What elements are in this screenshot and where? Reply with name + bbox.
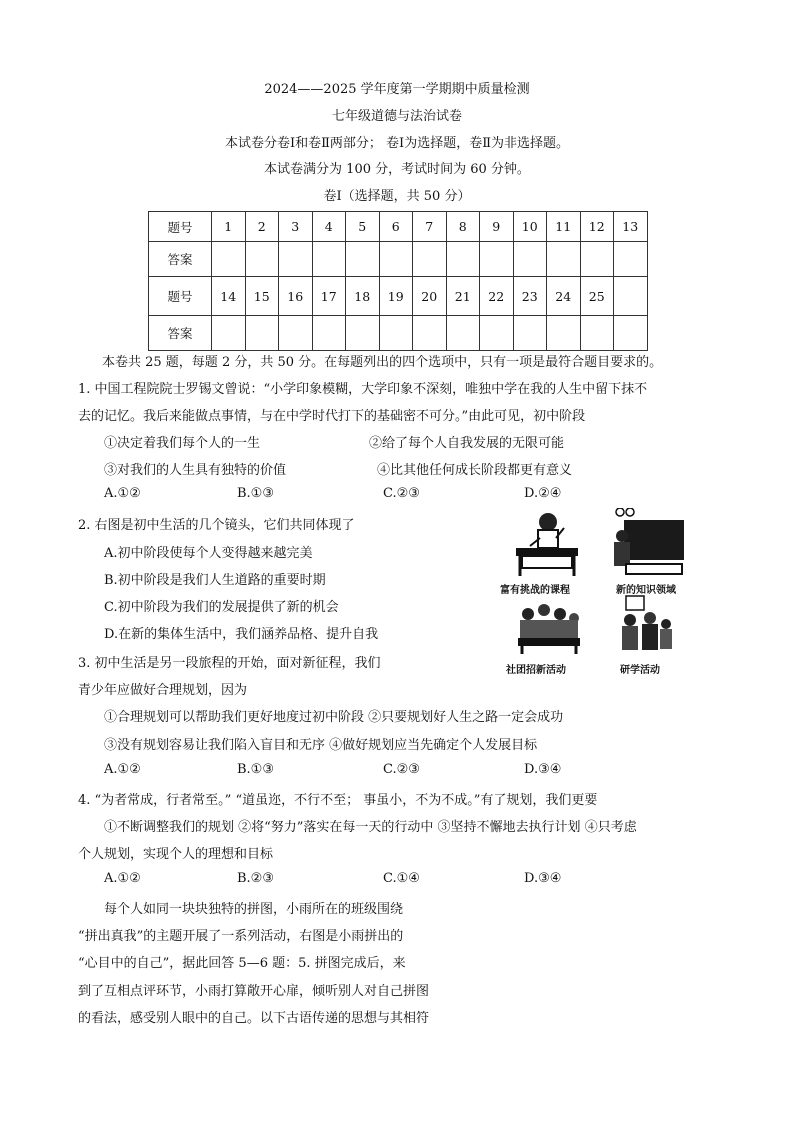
- caption-study-trip: 研学活动: [620, 665, 660, 676]
- question-number: 4: [312, 212, 346, 242]
- answer-table: [148, 211, 648, 351]
- q1-option-a[interactable]: A.①②: [104, 486, 141, 501]
- answer-cell[interactable]: [312, 316, 346, 351]
- table-row: [149, 316, 648, 351]
- q3-option-d[interactable]: D.③④: [524, 762, 562, 777]
- question-number: 15: [245, 277, 279, 316]
- question-number: 6: [379, 212, 413, 242]
- question-number: 14: [212, 277, 246, 316]
- row-label: 答案: [149, 242, 212, 277]
- question-number: 18: [346, 277, 380, 316]
- q1-stem-line2: 去的记忆。我后来能做点事情，与在中学时代打下的基础密不可分。”由此可见，初中阶段: [78, 409, 586, 424]
- question-number: [614, 277, 648, 316]
- table-row: [149, 242, 648, 277]
- q4-option-a[interactable]: A.①②: [104, 871, 141, 886]
- q3-option-b[interactable]: B.①③: [237, 762, 274, 777]
- answer-cell[interactable]: [614, 242, 648, 277]
- question-number: 19: [379, 277, 413, 316]
- q4-statements-cont: 个人规划，实现个人的理想和目标: [78, 847, 274, 862]
- q1-statement-4: ④比其他任何成长阶段都更有意义: [377, 463, 573, 478]
- exam-info-parts: 本试卷分卷Ⅰ和卷Ⅱ两部分； 卷Ⅰ为选择题，卷Ⅱ为非选择题。: [224, 136, 570, 151]
- exam-info-score: 本试卷满分为 100 分，考试时间为 60 分钟。: [264, 162, 530, 177]
- row-label: 题号: [149, 212, 212, 242]
- answer-cell[interactable]: [614, 316, 648, 351]
- q3-option-c[interactable]: C.②③: [383, 762, 420, 777]
- answer-cell[interactable]: [480, 316, 514, 351]
- caption-club-recruitment: 社团招新活动: [506, 665, 566, 676]
- student-at-desk-illustration: [508, 508, 586, 578]
- answer-cell[interactable]: [279, 316, 313, 351]
- q2-option-d[interactable]: D.在新的集体生活中，我们涵养品格、提升自我: [104, 627, 379, 642]
- question-number: 1: [212, 212, 246, 242]
- q2-option-c[interactable]: C.初中阶段为我们的发展提供了新的机会: [104, 600, 339, 615]
- caption-challenging-course: 富有挑战的课程: [500, 585, 570, 596]
- q3-statements-1-2: ①合理规划可以帮助我们更好地度过初中阶段 ②只要规划好人生之路一定会成功: [104, 710, 564, 725]
- q1-stem-line1: 1. 中国工程院院士罗锡文曾说：“小学印象模糊，大学印象不深刻，唯独中学在我的人生中留下抹不: [78, 382, 648, 397]
- row-label: 答案: [149, 316, 212, 351]
- q3-stem-line2: 青少年应做好合理规划，因为: [78, 683, 248, 698]
- question-number: 22: [480, 277, 514, 316]
- answer-cell[interactable]: [379, 316, 413, 351]
- answer-cell[interactable]: [245, 316, 279, 351]
- answer-cell[interactable]: [346, 242, 380, 277]
- answer-cell[interactable]: [312, 242, 346, 277]
- q4-statements: ①不断调整我们的规划 ②将“努力”落实在每一天的行动中 ③坚持不懈地去执行计划 ④只考虑: [104, 820, 637, 835]
- answer-cell[interactable]: [413, 242, 447, 277]
- answer-cell[interactable]: [480, 242, 514, 277]
- q3-stem-line1: 3. 初中生活是另一段旅程的开始，面对新征程，我们: [78, 656, 381, 671]
- passage-line2: “拼出真我”的主题开展了一系列活动，右图是小雨拼出的: [78, 929, 404, 944]
- question-number: 21: [446, 277, 480, 316]
- question-number: 16: [279, 277, 313, 316]
- q4-stem: 4. “为者常成，行者常至。” “道虽迩，不行不至； 事虽小，不为不成。”有了规划，我们更要: [78, 793, 598, 808]
- exam-title: 2024——2025 学年度第一学期期中质量检测: [264, 82, 530, 97]
- row-label: 题号: [149, 277, 212, 316]
- question-number: 10: [513, 212, 547, 242]
- exam-subtitle: 七年级道德与法治试卷: [331, 109, 462, 124]
- answer-cell[interactable]: [580, 242, 614, 277]
- q4-option-b[interactable]: B.②③: [237, 871, 274, 886]
- question-number: 23: [513, 277, 547, 316]
- club-recruitment-illustration: [514, 600, 584, 656]
- question-number: 12: [580, 212, 614, 242]
- q1-statement-3: ③对我们的人生具有独特的价值: [104, 463, 287, 478]
- q3-option-a[interactable]: A.①②: [104, 762, 141, 777]
- answer-cell[interactable]: [212, 316, 246, 351]
- answer-cell[interactable]: [513, 242, 547, 277]
- q3-statements-3-4: ③没有规划容易让我们陷入盲目和无序 ④做好规划应当先确定个人发展目标: [104, 738, 538, 753]
- question-number: 2: [245, 212, 279, 242]
- question-number: 5: [346, 212, 380, 242]
- q2-stem: 2. 右图是初中生活的几个镜头，它们共同体现了: [78, 518, 355, 533]
- q2-figure: [500, 508, 690, 678]
- q1-statement-2: ②给了每个人自我发展的无限可能: [369, 436, 565, 451]
- q1-option-c[interactable]: C.②③: [383, 486, 420, 501]
- table-row: [149, 212, 648, 242]
- answer-cell[interactable]: [379, 242, 413, 277]
- question-number: 17: [312, 277, 346, 316]
- answer-cell[interactable]: [547, 242, 581, 277]
- question-number: 7: [413, 212, 447, 242]
- answer-cell[interactable]: [413, 316, 447, 351]
- answer-cell[interactable]: [245, 242, 279, 277]
- passage-line5: 的看法，感受别人眼中的自己。以下古语传递的思想与其相符: [78, 1011, 430, 1026]
- answer-cell[interactable]: [580, 316, 614, 351]
- answer-cell[interactable]: [212, 242, 246, 277]
- question-number: 20: [413, 277, 447, 316]
- answer-cell[interactable]: [446, 316, 480, 351]
- study-trip-illustration: [608, 594, 678, 656]
- question-number: 13: [614, 212, 648, 242]
- answer-cell[interactable]: [547, 316, 581, 351]
- q1-option-b[interactable]: B.①③: [237, 486, 274, 501]
- section-title: 卷Ⅰ（选择题，共 50 分）: [323, 189, 471, 204]
- passage-line1: 每个人如同一块块独特的拼图，小雨所在的班级围绕: [104, 902, 404, 917]
- question-number: 24: [547, 277, 581, 316]
- answer-cell[interactable]: [279, 242, 313, 277]
- q2-option-a[interactable]: A.初中阶段使每个人变得越来越完美: [104, 546, 313, 561]
- q4-option-d[interactable]: D.③④: [524, 871, 562, 886]
- table-row: [149, 277, 648, 316]
- question-number: 8: [446, 212, 480, 242]
- question-number: 9: [480, 212, 514, 242]
- q1-option-d[interactable]: D.②④: [524, 486, 562, 501]
- passage-line4: 到了互相点评环节，小雨打算敞开心扉，倾听别人对自己拼图: [78, 984, 430, 999]
- question-number: 11: [547, 212, 581, 242]
- passage-line3: “心目中的自己”，据此回答 5—6 题：5. 拼图完成后，来: [78, 956, 406, 971]
- answer-cell[interactable]: [446, 242, 480, 277]
- answer-cell[interactable]: [513, 316, 547, 351]
- q4-option-c[interactable]: C.①④: [383, 871, 420, 886]
- caption-new-knowledge: 新的知识领域: [616, 585, 676, 596]
- q2-option-b[interactable]: B.初中阶段是我们人生道路的重要时期: [104, 573, 326, 588]
- q1-statement-1: ①决定着我们每个人的一生: [104, 436, 261, 451]
- answer-cell[interactable]: [346, 316, 380, 351]
- question-number: 3: [279, 212, 313, 242]
- teacher-blackboard-illustration: [606, 508, 686, 578]
- question-number: 25: [580, 277, 614, 316]
- instructions: 本卷共 25 题，每题 2 分，共 50 分。在每题列出的四个选项中，只有一项是最符合题目要求的。: [102, 355, 663, 370]
